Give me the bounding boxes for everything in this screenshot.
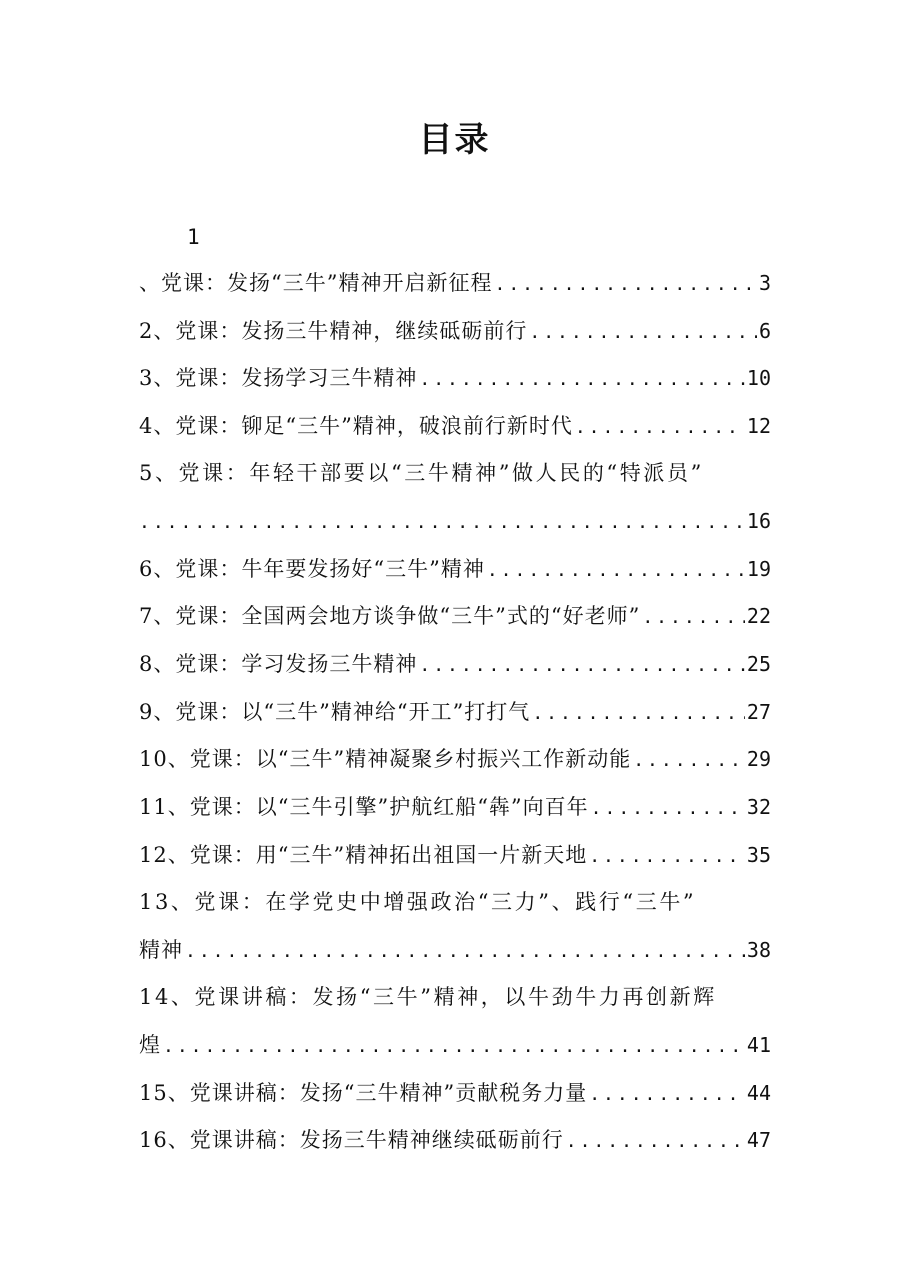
toc-entry-page: 29 bbox=[746, 747, 771, 771]
dot-leader bbox=[185, 937, 745, 967]
toc-entry[interactable] bbox=[139, 316, 771, 346]
toc-entry-page: 19 bbox=[746, 557, 771, 581]
dot-leader bbox=[591, 794, 745, 824]
dot-leader bbox=[419, 365, 745, 395]
toc-entry-title: 13、党课：在学党史中增强政治“三力”、践行“三牛” bbox=[139, 890, 697, 914]
toc-entry-number: 1 bbox=[187, 225, 200, 249]
toc-entry-page: 38 bbox=[746, 938, 771, 962]
toc-entry-title: 6、党课：牛年要发扬好“三牛”精神 bbox=[139, 557, 485, 581]
toc-entry[interactable] bbox=[139, 697, 771, 727]
dot-leader bbox=[529, 318, 757, 348]
dot-leader bbox=[566, 1127, 745, 1157]
dot-leader bbox=[642, 603, 745, 633]
dot-leader bbox=[139, 508, 745, 538]
toc-entry-title: 11、党课：以“三牛引擎”护航红船“犇”向百年 bbox=[139, 795, 589, 819]
page-title: 目录 bbox=[418, 120, 491, 160]
dot-leader bbox=[633, 746, 745, 776]
dot-leader bbox=[419, 651, 745, 681]
toc-entry[interactable] bbox=[139, 887, 771, 917]
toc-entry[interactable] bbox=[139, 554, 771, 584]
dot-leader bbox=[589, 842, 745, 872]
toc-entry-page: 12 bbox=[746, 414, 771, 438]
toc-entry-title: 14、党课讲稿：发扬“三牛”精神，以牛劲牛力再创新辉 bbox=[139, 985, 717, 1009]
dot-leader bbox=[532, 699, 745, 729]
toc-entry[interactable] bbox=[139, 744, 771, 774]
dot-leader bbox=[575, 413, 745, 443]
toc-entry-title: 4、党课：铆足“三牛”精神，破浪前行新时代 bbox=[139, 414, 573, 438]
toc-entry[interactable] bbox=[139, 649, 771, 679]
toc-entry-title: 10、党课：以“三牛”精神凝聚乡村振兴工作新动能 bbox=[139, 747, 632, 771]
toc-entry-page: 35 bbox=[746, 843, 771, 867]
toc-entry-title: 5、党课：年轻干部要以“三牛精神”做人民的“特派员” bbox=[139, 461, 704, 485]
toc-entry-title-cont: 精神 bbox=[139, 938, 183, 962]
dot-leader bbox=[494, 270, 756, 300]
toc-entry-title: 12、党课：用“三牛”精神拓出祖国一片新天地 bbox=[139, 843, 588, 867]
toc-entry-title-cont: 煌 bbox=[139, 1033, 161, 1057]
toc-entry[interactable] bbox=[139, 411, 771, 441]
toc-entry-title: 16、党课讲稿：发扬三牛精神继续砥砺前行 bbox=[139, 1128, 564, 1152]
dot-leader bbox=[487, 556, 745, 586]
toc-entry-title: 2、党课：发扬三牛精神，继续砥砺前行 bbox=[139, 319, 528, 343]
toc-entry-page: 16 bbox=[746, 509, 771, 533]
toc-entry-page: 41 bbox=[746, 1033, 771, 1057]
toc-entry[interactable] bbox=[139, 792, 771, 822]
toc-entry-page: 25 bbox=[746, 652, 771, 676]
toc-entry-title: 、党课：发扬“三牛”精神开启新征程 bbox=[139, 271, 493, 295]
toc-entry[interactable] bbox=[139, 268, 771, 298]
toc-entry-continuation[interactable] bbox=[139, 935, 771, 965]
toc-entry-page: 27 bbox=[746, 700, 771, 724]
toc-entry[interactable] bbox=[139, 1125, 771, 1155]
toc-entry[interactable] bbox=[139, 982, 771, 1012]
toc-entry[interactable] bbox=[139, 363, 771, 393]
toc-entry[interactable] bbox=[139, 458, 771, 488]
toc-entry-page: 32 bbox=[746, 795, 771, 819]
toc-entry-title: 7、党课：全国两会地方谈争做“三牛”式的“好老师” bbox=[139, 604, 641, 628]
toc-entry-page: 47 bbox=[746, 1128, 771, 1152]
dot-leader bbox=[163, 1032, 745, 1062]
toc-entry-title: 8、党课：学习发扬三牛精神 bbox=[139, 652, 418, 676]
toc-entry[interactable] bbox=[139, 1078, 771, 1108]
toc-entry-page: 6 bbox=[758, 319, 771, 343]
toc-entry[interactable] bbox=[139, 840, 771, 870]
toc-entry-page: 3 bbox=[758, 271, 771, 295]
toc-entry[interactable] bbox=[139, 601, 771, 631]
toc-entry-title: 3、党课：发扬学习三牛精神 bbox=[139, 366, 418, 390]
toc-entry-title: 9、党课：以“三牛”精神给“开工”打打气 bbox=[139, 700, 531, 724]
toc-entry-continuation[interactable] bbox=[139, 506, 771, 536]
toc-entry-continuation[interactable] bbox=[139, 1030, 771, 1060]
dot-leader bbox=[589, 1080, 745, 1110]
toc-entry-page: 22 bbox=[746, 604, 771, 628]
toc-entry-page: 10 bbox=[746, 366, 771, 390]
toc-entry-page: 44 bbox=[746, 1081, 771, 1105]
toc-entry-title: 15、党课讲稿：发扬“三牛精神”贡献税务力量 bbox=[139, 1081, 588, 1105]
